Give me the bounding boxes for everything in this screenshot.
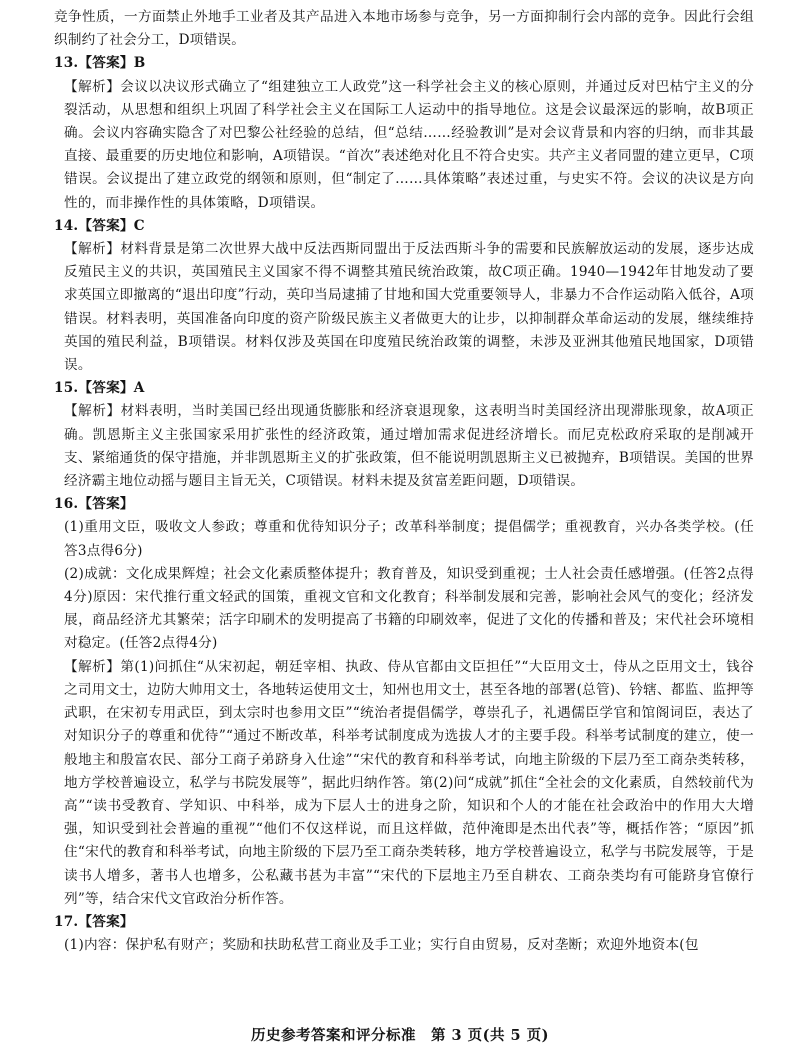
page-footer: 历史参考答案和评分标准 第 3 页(共 5 页) [250, 1027, 550, 1044]
q17-answer-label: 17.【答案】 [54, 913, 134, 930]
q14-analysis: 【解析】材料背景是第二次世界大战中反法西斯同盟出于反法西斯斗争的需要和民族解放运动的发展，逐步达成反殖民主义的共识，英国殖民主义国家不得不调整其殖民统治政策，故C项正确。1940—1942年甘地发动了要求英国立即撤离的“退出印度”行动，英印当局逮捕了甘地和国大党重要领导人，非暴力不合作运动陷入低谷，A项错误。材料表明，英国准备向印度的资产阶级民族主义者做更大的让步，以抑制群众革命运动的发展，继续维持英国的殖民利益，B项错误。材料仅涉及英国在印度殖民统治政策的调整，未涉及亚洲其他殖民地国家，D项错误。 [64, 241, 754, 374]
q13-answer-label: 13.【答案】B [54, 55, 146, 72]
q16-answer-label: 16.【答案】 [54, 496, 134, 513]
q16-answer-part2: (2)成就：文化成果辉煌；社会文化素质整体提升；教育普及，知识受到重视；士人社会责任感增强。(任答2点得4分)原因：宋代推行重文轻武的国策，重视文官和文化教育；科举制发展和完善，影响社会风气的变化；经济发展，商品经济尤其繁荣；活字印刷术的发明提高了书籍的印刷效率，促进了文化的传播和普及；宋代社会环境相对稳定。(任答2点得4分) [64, 565, 754, 652]
intro-paragraph: 竞争性质，一方面禁止外地手工业者及其产品进入本地市场参与竞争，另一方面抑制行会内部的竞争。因此行会组织制约了社会分工，D项错误。 [54, 9, 754, 49]
q16-answer-part1: (1)重用文臣，吸收文人参政；尊重和优待知识分子；改革科举制度；提倡儒学；重视教育，兴办各类学校。(任答3点得6分) [64, 519, 754, 559]
q15-analysis: 【解析】材料表明，当时美国已经出现通货膨胀和经济衰退现象，这表明当时美国经济出现滞胀现象，故A项正确。凯恩斯主义主张国家采用扩张性的经济政策，通过增加需求促进经济增长。而尼克松政府采取的是削减开支、紧缩通货的保守措施，并非凯恩斯主义的扩张政策，但不能说明凯恩斯主义已被抛弃，B项错误。美国的世界经济霸主地位动摇与题目主旨无关，C项错误。材料未提及贫富差距问题，D项错误。 [64, 403, 754, 490]
document-body [54, 6, 754, 957]
q17-answer-part1: (1)内容：保护私有财产；奖励和扶助私营工商业及手工业；实行自由贸易，反对垄断；欢迎外地资本(包 [64, 937, 699, 954]
q14-answer-label: 14.【答案】C [54, 217, 145, 234]
q16-analysis: 【解析】第(1)问抓住“从宋初起，朝廷宰相、执政、侍从官都由文臣担任”“大臣用文士，侍从之臣用文士，钱谷之司用文士，边防大帅用文士，各地转运使用文士，知州也用文士，甚至各地的部署(总管)、钤辖、都监、监押等武职，在宋初专用武臣，到太宗时也参用文臣”“统治者提倡儒学，尊崇孔子，礼遇儒臣学官和馆阁词臣，表达了对知识分子的尊重和优待”“通过不断改革，科举考试制度成为选拔人才的主要手段。科举考试制度的建立，使一般地主和殷富农民、部分工商子弟跻身入仕途”“宋代的教育和科举考试，向地主阶级的下层乃至工商杂类转移，地方学校普遍设立，私学与书院发展等”，据此归纳作答。第(2)问“成就”抓住“全社会的文化素质，自然较前代为高”“读书受教育、学知识、中科举，成为下层人士的进身之阶，知识和个人的才能在社会政治中的作用大大增强，知识受到社会普遍的重视”“他们不仅这样说，而且这样做，范仲淹即是杰出代表”等，概括作答；“原因”抓住“宋代的教育和科举考试，向地主阶级的下层乃至工商杂类转移，地方学校普遍设立，私学与书院发展等，于是读书人增多，著书人也增多，公私藏书甚为丰富”“宋代的下层地主乃至自耕农、工商杂类均有可能跻身官僚行列”等，结合宋代文官政治分析作答。 [64, 658, 754, 907]
q15-answer-label: 15.【答案】A [54, 380, 145, 397]
q13-analysis: 【解析】会议以决议形式确立了“组建独立工人政党”这一科学社会主义的核心原则，并通过反对巴枯宁主义的分裂活动，从思想和组织上巩固了科学社会主义在国际工人运动中的指导地位。这是会议最深远的影响，故B项正确。会议内容确实隐含了对巴黎公社经验的总结，但“总结……经验教训”是对会议背景和内容的归纳，而非其最直接、最重要的历史地位和影响，A项错误。“首次”表述绝对化且不符合史实。共产主义者同盟的建立更早，C项错误。会议提出了建立政党的纲领和原则，但“制定了……具体策略”表述过重，与史实不符。会议的决议是方向性的，而非操作性的具体策略，D项错误。 [64, 78, 754, 211]
